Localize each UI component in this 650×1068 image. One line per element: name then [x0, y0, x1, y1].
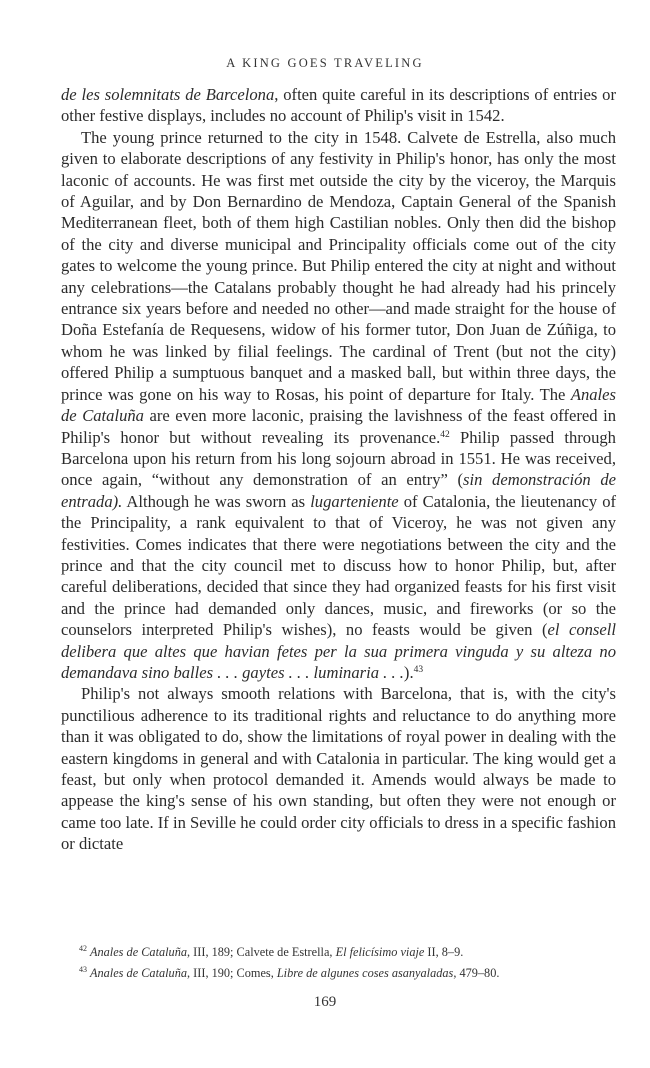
text-run: Philip passed through Barcelona upon his return from his long sojourn abroad in 1551. He was received, once again, “without any demonstration of an entry” ( — [61, 427, 616, 490]
italic-text: Anales de Cataluña — [90, 945, 188, 959]
footnote-ref: 42 — [440, 429, 450, 440]
italic-text: de les solemnitats de Barcelona — [61, 85, 275, 104]
italic-text: El felicísimo viaje — [335, 945, 425, 959]
footnote-ref: 43 — [413, 664, 424, 675]
italic-text: lugarteniente — [310, 491, 399, 511]
text-run: Although he was sworn as — [122, 491, 311, 511]
text-run: Philip's not always smooth relations with Barcelona, that is, with the city's punctilious adherence to its traditional rights and reluctance to do anything more than it was obligated to do, show the limitations of royal power in dealing with the eastern kingdoms in general and with Catalonia in particular. The king would get a feast, but only when protocol demanded it. Amends would always be made to appease the king's sense of his own standing, but often they were not enough or came too late. If in Seville he could order city officials to dress in a specific fashion or dictate — [61, 684, 616, 854]
footnote-number: 42 — [79, 944, 87, 953]
italic-text: Anales de Cataluña — [90, 966, 188, 980]
text-run: , III, 189; Calvete de Estrella, — [187, 945, 336, 959]
footnotes — [79, 940, 619, 982]
text-run: of Catalonia, the lieutenancy of the Principality, a rank equivalent to that of Viceroy, he was not given any festivities. Comes indicates that there were negotiations between the city and the prince and that the city council met to discuss how to honor Philip, but, after careful deliberations, decided that since they had organized feasts for his first visit and the prince had demanded only dances, music, and fireworks (or so the counselors interpreted Philip's wishes), no feasts would be given ( — [61, 491, 617, 640]
running-head: A KING GOES TRAVELING — [226, 56, 424, 70]
text-run: II, 8–9. — [424, 945, 464, 959]
paragraph — [61, 683, 616, 854]
text-run: are even more laconic, praising the lavishness of the feast offered in Philip's honor but without revealing its provenance. — [61, 406, 617, 447]
paragraph — [61, 127, 616, 684]
body-text — [61, 84, 616, 855]
text-run: ). — [403, 662, 414, 682]
paragraph — [61, 84, 616, 127]
italic-text: Anales de Cataluña — [61, 384, 616, 426]
italic-text: sin demonstración de entrada). — [61, 470, 616, 511]
text-run: , often quite careful in its descriptions of entries or other festive displays, includes no account of Philip's visit in 1542. — [61, 85, 616, 126]
italic-text: el consell delibera que altes que havian fetes per la sua primera vinguda y su alteza no demandava sino balles . . . gaytes . . . luminaria . . . — [61, 620, 616, 682]
page-number: 169 — [313, 994, 337, 1010]
text-run: , III, 190; Comes, — [187, 966, 277, 980]
footnote — [79, 961, 619, 982]
italic-text: Libre de algunes coses asanyaladas — [276, 966, 454, 980]
footnote — [79, 940, 619, 961]
text-run: The young prince returned to the city in 1548. Calvete de Estrella, also much given to elaborate descriptions of any festivity in Philip's honor, has only the most laconic of accounts. He was first met outside the city by the viceroy, the Marquis of Aguilar, and by Don Bernardino de Mendoza, Captain General of the Spanish Mediterranean fleet, both of them high Castilian nobles. Only then did the bishop of the city and diverse municipal and Principality officials come out of the city gates to welcome the young prince. But Philip entered the city at night and without any celebrations—the Catalans probably thought he had already had his princely entrance six years before and needed no other—and made straight for the house of Doña Estefanía de Requesens, widow of his former tutor, Don Juan de Zúñiga, to whom he was linked by filial feelings. The cardinal of Trent (but not the city) offered Philip a sumptuous banquet and a masked ball, but within three days, the prince was gone on his way to Rosas, his point of departure for Italy. The — [61, 127, 616, 404]
footnote-number: 43 — [79, 965, 87, 974]
text-run: , 479–80. — [453, 966, 500, 980]
